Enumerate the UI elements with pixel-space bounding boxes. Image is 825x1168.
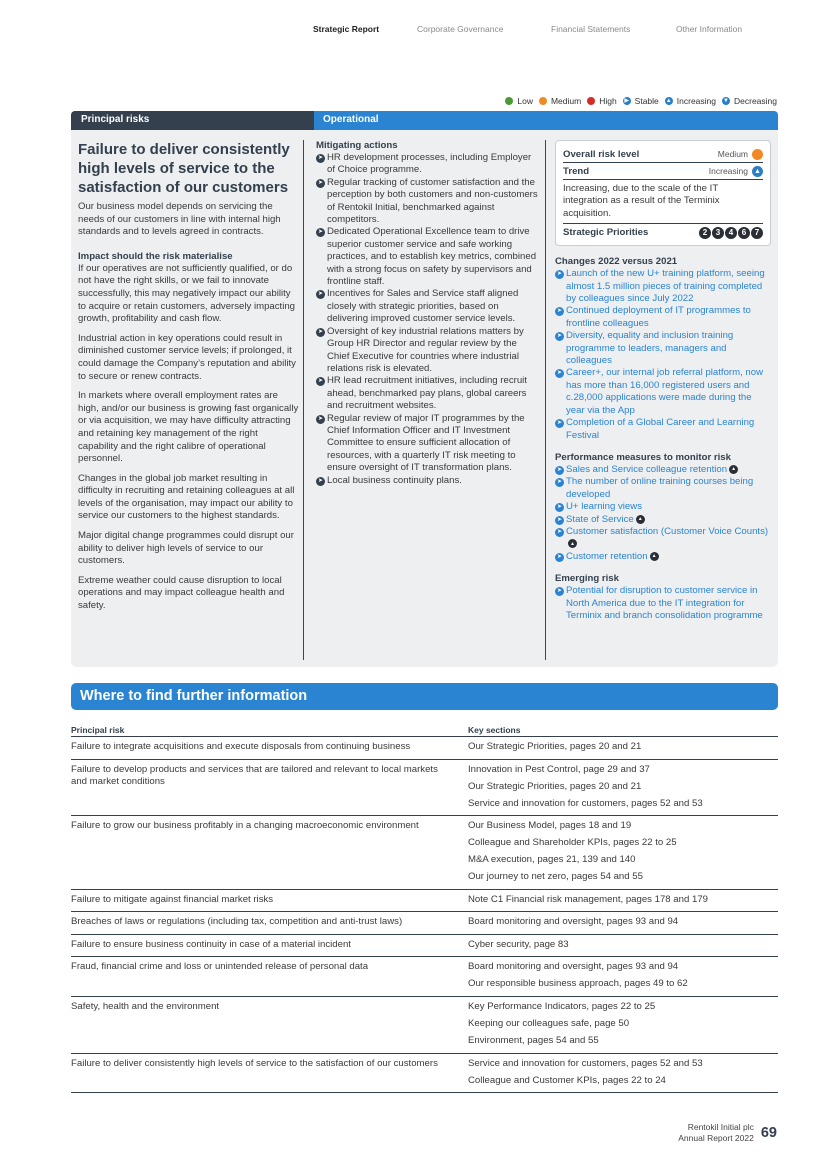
nav-strategic-report[interactable]: Strategic Report	[313, 24, 380, 34]
key-section-link: Key Performance Indicators, pages 22 to 25	[468, 1001, 656, 1013]
priority-badge: 6	[738, 227, 750, 239]
key-section-link: Cyber security, page 83	[468, 938, 569, 950]
principal-risk-cell: Safety, health and the environment	[71, 1001, 220, 1013]
key-sections-cell	[468, 820, 778, 884]
trend-description: Increasing, due to the scale of the IT integration as a result of the Terminix acquisition.	[563, 180, 763, 224]
emerging-heading: Emerging risk	[555, 573, 619, 585]
footer-text	[678, 1122, 754, 1144]
principal-risks-label: Principal risks	[71, 111, 314, 130]
key-sections-cell	[468, 894, 778, 907]
overall-risk-label: Overall risk level	[563, 148, 640, 160]
principal-risk-cell: Fraud, financial crime and loss or unintended release of personal data	[71, 961, 369, 973]
legend-increasing: Increasing	[676, 96, 716, 106]
priority-badge: 3	[712, 227, 724, 239]
key-sections-cell	[468, 961, 778, 991]
page-number: 69	[760, 1125, 777, 1141]
table-row	[71, 737, 778, 760]
arrow-bullet-icon: ➤	[556, 370, 563, 377]
column-divider	[545, 140, 546, 660]
key-sections-cell	[468, 764, 778, 811]
list-item: ➤ HR lead recruitment initiatives, including recruit ahead, benchmarked pay plans, global careers and recruitment websites.	[317, 375, 527, 412]
emerging-list	[555, 585, 771, 622]
list-item: ➤ Career+, our internal job referral platform, now has more than 16,000 registered users and c.28,000 applications were made during the year via the App	[556, 367, 764, 416]
arrow-bullet-icon: ➤	[556, 420, 563, 427]
stable-arrow-icon: ▶	[624, 98, 629, 104]
arrow-bullet-icon: ➤	[556, 516, 563, 523]
legend-high: High	[599, 96, 617, 106]
table-row	[71, 1054, 778, 1094]
changes-list	[555, 268, 771, 442]
table-row	[71, 912, 778, 935]
list-item: ➤ Regular review of major IT programmes by the Chief Information Officer and IT Investment Committee to ensure sufficient allocation of resources, with a quarterly IT risk meeting to ensure oversight of IT transformation plans.	[317, 412, 525, 474]
risk-title: Failure to deliver consistently high levels of service to the satisfaction of our customers	[78, 141, 290, 196]
impact-paragraph: Major digital change programmes could disrupt our ability to deliver high levels of service to our customers.	[78, 530, 294, 567]
key-section-link: Colleague and Customer KPIs, pages 22 to 24	[468, 1074, 666, 1086]
priority-badge: 2	[699, 227, 711, 239]
arrow-bullet-icon: ➤	[556, 479, 563, 486]
list-item: ➤ Potential for disruption to customer service in North America due to the IT integration for Terminix and branch consolidation programme	[556, 585, 763, 621]
strategic-priorities-row	[563, 224, 763, 241]
key-section-link: Note C1 Financial risk management, pages 178 and 179	[468, 893, 708, 905]
arrow-bullet-icon: ➤	[317, 415, 324, 422]
list-item: ➤ Launch of the new U+ training platform, seeing almost 1.5 million pieces of training completed by colleagues since July 2022	[556, 268, 765, 305]
page-footer	[678, 1122, 777, 1144]
risk-header-bar	[71, 111, 778, 130]
arrow-bullet-icon: ➤	[556, 588, 563, 595]
impact-paragraph: Industrial action in key operations could result in diminished customer service levels; if prolonged, it could damage the Company’s reputation and ability to secure or renew contracts.	[78, 332, 296, 382]
nav-corporate-governance[interactable]: Corporate Governance	[417, 24, 504, 34]
arrow-bullet-icon: ➤	[556, 308, 563, 315]
arrow-bullet-icon: ➤	[317, 155, 324, 161]
priority-badge: 4	[725, 227, 737, 239]
list-item: ➤ HR development processes, including Employer of Choice programme.	[317, 152, 532, 176]
arrow-bullet-icon: ➤	[317, 328, 324, 335]
arrow-bullet-icon: ➤	[556, 271, 563, 278]
list-item: ➤ Continued deployment of IT programmes to frontline colleagues	[556, 305, 751, 329]
trend-row	[563, 163, 763, 180]
col-header-principal-risk: Principal risk	[71, 725, 125, 735]
key-sections-cell	[468, 741, 778, 754]
nav-other-information[interactable]: Other Information	[676, 24, 743, 34]
list-item: ➤ State of Service ▲	[555, 514, 771, 526]
top-nav	[0, 24, 825, 38]
impact-paragraph: If our operatives are not sufficiently qualified, or do not have the right skills, or we fail to innovate successfully, this may negatively impact our ability to acquire or retain customers, adversely impacting growth, profitability and cash flow.	[78, 262, 296, 325]
table-row	[71, 957, 778, 997]
trend-value: Increasing	[708, 166, 748, 176]
risk-intro: Our business model depends on servicing the needs of our customers in line with internal high standards and to levels agreed in contracts.	[78, 201, 281, 238]
key-section-link: Our responsible business approach, pages 49 to 62	[468, 978, 688, 990]
key-section-link: Board monitoring and oversight, pages 93 and 94	[468, 916, 679, 928]
key-section-link: Service and innovation for customers, pages 52 and 53	[468, 1057, 703, 1069]
key-section-link: Board monitoring and oversight, pages 93 and 94	[468, 961, 679, 973]
arrow-bullet-icon: ➤	[556, 466, 563, 473]
key-section-link: Colleague and Shareholder KPIs, pages 22 to 25	[468, 837, 677, 849]
priority-badges	[698, 227, 763, 239]
decreasing-arrow-icon: ▼	[723, 98, 729, 104]
principal-risk-cell: Failure to ensure business continuity in case of a material incident	[71, 938, 351, 950]
principal-risk-cell: Failure to develop products and services that are tailored and relevant to local markets and market conditions	[71, 763, 438, 788]
key-sections-cell	[468, 916, 778, 929]
risk-category-label: Operational	[314, 111, 778, 130]
priorities-label: Strategic Priorities	[563, 227, 649, 239]
risk-summary-column	[555, 140, 771, 622]
trend-label: Trend	[563, 165, 590, 177]
list-item: ➤ U+ learning views	[556, 501, 642, 513]
principal-risk-cell: Failure to grow our business profitably in a changing macroeconomic environment	[71, 820, 419, 832]
list-item: ➤ The number of online training courses being developed	[556, 476, 754, 500]
overall-risk-row	[563, 146, 763, 163]
list-item: ➤ Diversity, equality and inclusion training programme to leaders, managers and colleagues	[556, 330, 734, 367]
column-divider	[303, 140, 304, 660]
arrow-bullet-icon: ➤	[317, 378, 324, 385]
table-row	[71, 760, 778, 817]
key-section-link: Our Business Model, pages 18 and 19	[468, 820, 632, 832]
arrow-bullet-icon: ➤	[556, 504, 563, 511]
medium-dot-icon	[539, 97, 547, 105]
company-name: Rentokil Initial plc	[687, 1122, 754, 1132]
list-item: ➤ Oversight of key industrial relations matters by Group HR Director and regular review by the Chief Executive for countries where industrial relations risk is elevated.	[317, 325, 524, 374]
further-info-heading: Where to find further information	[71, 683, 778, 710]
principal-risk-cell: Failure to mitigate against financial market risks	[71, 893, 274, 905]
principal-risk-cell: Breaches of laws or regulations (including tax, competition and anti-trust laws)	[71, 916, 403, 928]
arrow-bullet-icon: ➤	[556, 528, 563, 535]
legend-medium: Medium	[550, 96, 582, 106]
kpi-icon: ▲	[568, 539, 577, 548]
key-section-link: Our journey to net zero, pages 54 and 55	[468, 871, 643, 883]
impact-heading: Impact should the risk materialise	[78, 250, 233, 262]
legend-decreasing: Decreasing	[734, 96, 777, 106]
list-item: ➤ Incentives for Sales and Service staff aligned closely with strategic priorities, based on delivering improved customer service levels.	[317, 288, 519, 325]
key-section-link: Service and innovation for customers, pages 52 and 53	[468, 797, 703, 809]
table-row	[71, 997, 778, 1054]
high-dot-icon	[587, 97, 595, 105]
table-row	[71, 816, 778, 890]
mitigating-list	[316, 152, 538, 487]
arrow-bullet-icon: ➤	[317, 477, 324, 484]
key-sections-cell	[468, 1001, 778, 1048]
list-item: ➤ Customer retention ▲	[555, 551, 771, 563]
risk-description-column	[78, 140, 300, 620]
mitigating-heading: Mitigating actions	[316, 140, 398, 151]
key-section-link: Keeping our colleagues safe, page 50	[468, 1018, 630, 1030]
further-info-table	[71, 724, 778, 1093]
increasing-arrow-icon: ▲	[665, 98, 672, 104]
risk-legend	[499, 96, 777, 106]
kpi-icon: ▲	[650, 552, 659, 561]
overall-risk-value: Medium	[717, 149, 748, 159]
arrow-bullet-icon: ➤	[317, 229, 324, 236]
performance-list	[555, 464, 771, 563]
legend-low: Low	[517, 96, 533, 106]
kpi-icon: ▲	[729, 465, 738, 474]
list-item: ➤ Sales and Service colleague retention ▲	[555, 464, 771, 476]
col-header-key-sections: Key sections	[468, 725, 521, 735]
key-section-link: Our Strategic Priorities, pages 20 and 21	[468, 741, 642, 752]
changes-heading: Changes 2022 versus 2021	[555, 256, 678, 268]
legend-stable: Stable	[634, 96, 659, 106]
impact-paragraph: In markets where overall employment rates are high, and/or our business is growing fast organically or via acquisition, we may have difficulty attracting and retaining key management of the right capability and the right calibre of operational personnel.	[78, 390, 299, 465]
table-row	[71, 890, 778, 913]
arrow-bullet-icon: ➤	[317, 179, 324, 186]
table-header	[71, 724, 778, 737]
medium-dot-icon	[752, 149, 763, 160]
principal-risk-cell: Failure to deliver consistently high levels of service to the satisfaction of our customers	[71, 1057, 438, 1069]
nav-financial-statements[interactable]: Financial Statements	[551, 24, 631, 34]
key-sections-cell	[468, 939, 778, 952]
list-item: ➤ Customer satisfaction (Customer Voice Counts)▲	[556, 525, 769, 547]
list-item: ➤ Completion of a Global Career and Learning Festival	[556, 417, 755, 441]
principal-risk-cell: Failure to integrate acquisitions and execute disposals from continuing business	[71, 741, 411, 752]
low-dot-icon	[505, 97, 513, 105]
arrow-bullet-icon: ➤	[317, 291, 324, 298]
list-item: ➤ Local business continuity plans.	[317, 474, 462, 486]
priority-badge: 7	[751, 227, 763, 239]
list-item: ➤ Dedicated Operational Excellence team to drive superior customer service and safe working practices, and to establish key metrics, combined with a strong focus on safety by supervisors and frontline staff.	[317, 226, 537, 288]
key-section-link: Our Strategic Priorities, pages 20 and 21	[468, 780, 642, 792]
list-item: ➤ Regular tracking of customer satisfaction and the perception by both customers and non-customers of Rentokil Initial, benchmarked against competitors.	[317, 176, 538, 226]
kpi-icon: ▲	[636, 515, 645, 524]
performance-heading: Performance measures to monitor risk	[555, 451, 731, 463]
key-section-link: M&A execution, pages 21, 139 and 140	[468, 854, 636, 866]
report-name: Annual Report 2022	[678, 1133, 754, 1143]
arrow-bullet-icon: ➤	[556, 333, 563, 340]
key-section-link: Environment, pages 54 and 55	[468, 1035, 599, 1047]
increasing-arrow-icon: ▲	[752, 166, 763, 177]
key-sections-cell	[468, 1058, 778, 1088]
risk-summary-box	[555, 140, 771, 246]
table-row	[71, 935, 778, 958]
mitigating-actions-column	[316, 140, 538, 487]
key-section-link: Innovation in Pest Control, page 29 and 37	[468, 763, 650, 775]
impact-paragraph: Changes in the global job market resulting in difficulty in recruiting and retaining colleagues at all levels of the organisation, may impact our ability to service our customers to the highest standards.	[78, 472, 295, 522]
impact-paragraph: Extreme weather could cause disruption to local operations and may impact colleague health and safety.	[78, 574, 285, 612]
arrow-bullet-icon: ➤	[556, 553, 563, 560]
